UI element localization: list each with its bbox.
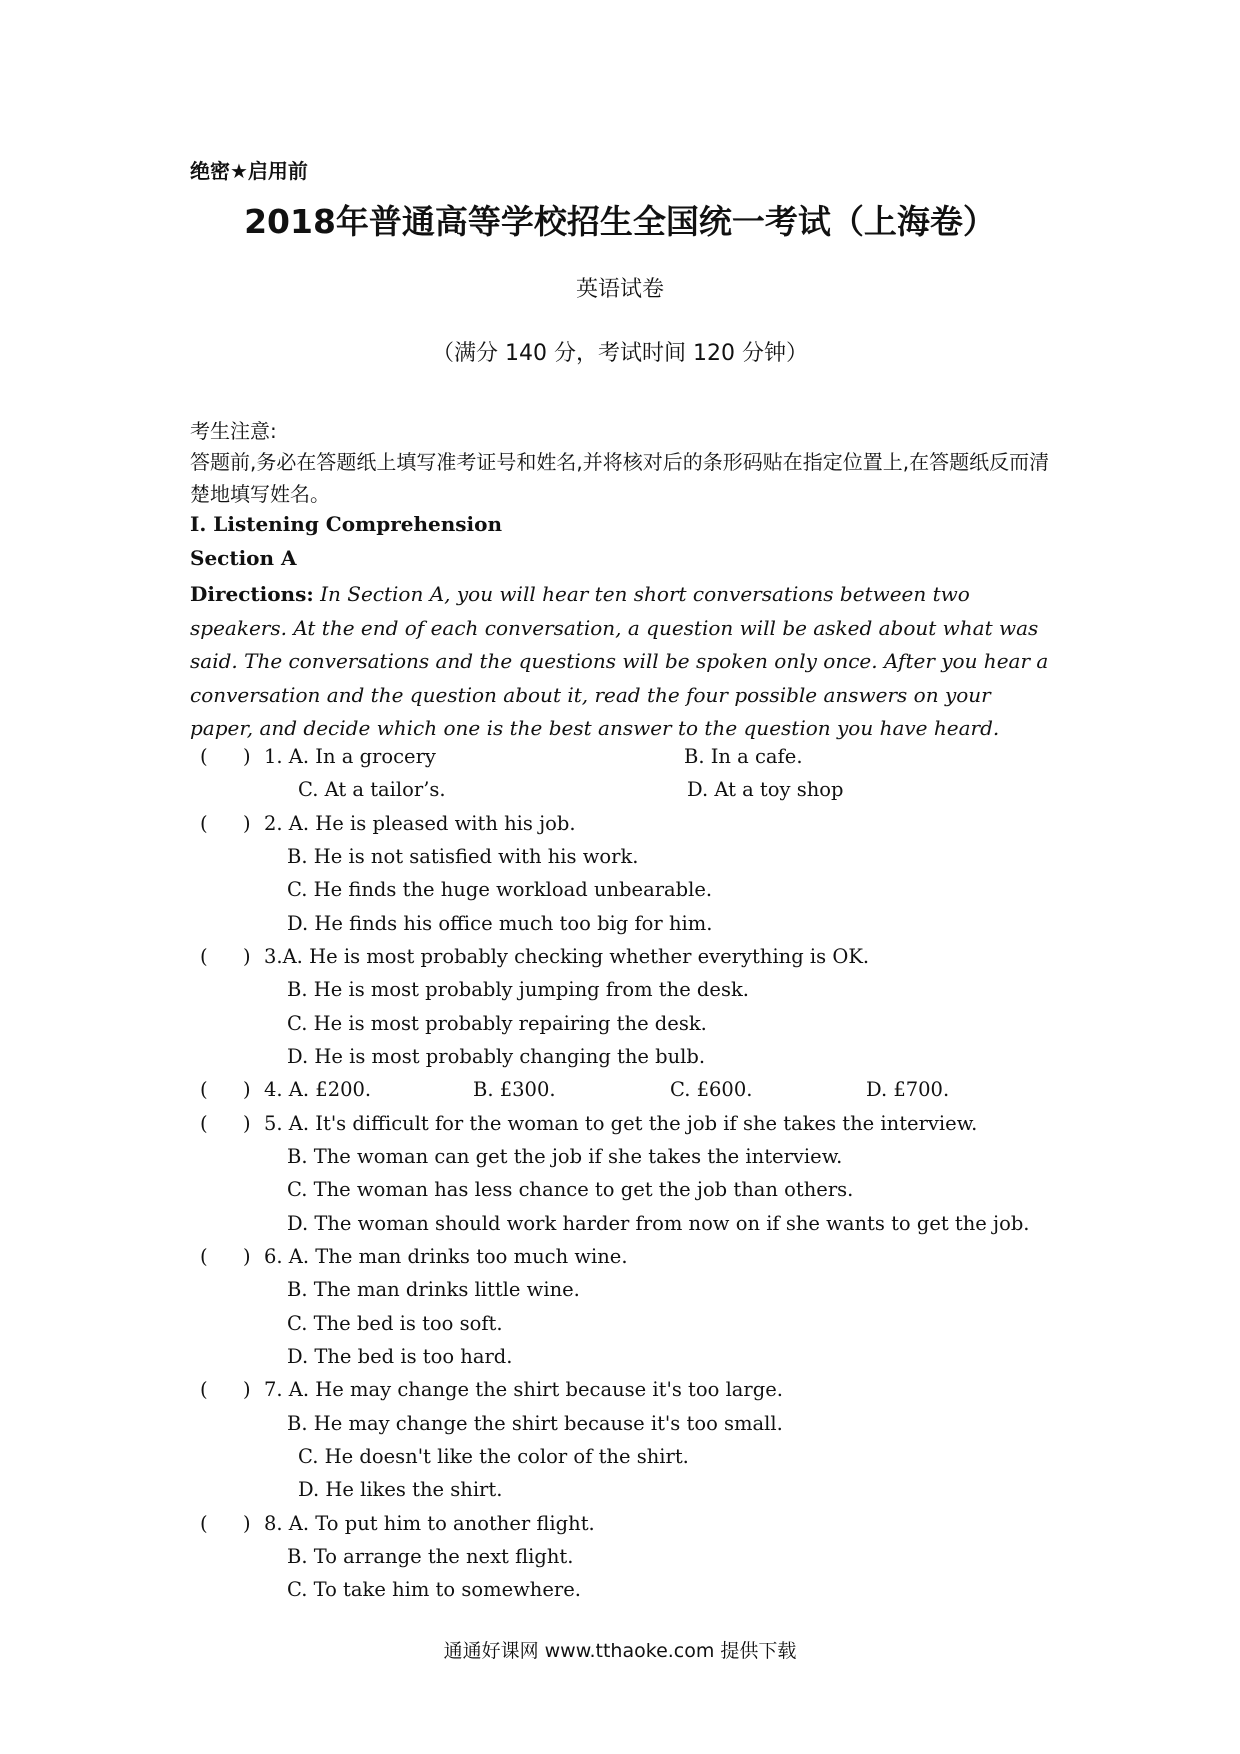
paper-subtitle: 英语试卷 [575,277,664,302]
option-d: D. The bed is too hard. [287,1345,513,1368]
answer-paren-close: ) [243,1078,251,1101]
option-b: B. The man drinks little wine. [287,1278,580,1301]
notice-label: 考生注意: [190,419,277,443]
answer-paren-close: ) [243,1245,251,1268]
option-a: 8. A. To put him to another flight. [264,1512,595,1535]
option-a: 2. A. He is pleased with his job. [264,812,576,835]
answer-paren-open[interactable]: ( [200,1512,208,1535]
option-b: B. He is most probably jumping from the desk. [287,978,749,1001]
answer-paren-close: ) [243,812,251,835]
answer-paren-close: ) [243,945,251,968]
footer-source: 通通好课网 www.tthaoke.com 提供下载 [443,1640,797,1662]
answer-paren-close: ) [243,1112,251,1135]
option-b: B. £300. [473,1078,556,1101]
option-a: 3.A. He is most probably checking whether everything is OK. [264,945,870,968]
option-a: 7. A. He may change the shirt because it's too large. [264,1378,783,1401]
answer-paren-open[interactable]: ( [200,1245,208,1268]
option-d: D. £700. [866,1078,950,1101]
exam-title: 2018年普通高等学校招生全国统一考试（上海卷） [244,202,996,241]
score-time-note: （满分 140 分，考试时间 120 分钟） [432,341,808,366]
option-a: 4. A. £200. [264,1078,372,1101]
confidential-mark: 绝密★启用前 [190,159,308,183]
option-c: C. He doesn't like the color of the shirt. [298,1445,689,1468]
option-c: C. He finds the huge workload unbearable. [287,878,713,901]
option-c: C. At a tailor’s. [298,778,446,801]
option-a: 6. A. The man drinks too much wine. [264,1245,628,1268]
directions-label: Directions: [190,582,314,606]
option-d: D. At a toy shop [687,778,844,801]
answer-paren-open[interactable]: ( [200,945,208,968]
answer-paren-open[interactable]: ( [200,812,208,835]
option-c: C. He is most probably repairing the desk. [287,1012,707,1035]
option-b: B. In a cafe. [684,745,803,768]
notice-text: 答题前,务必在答题纸上填写准考证号和姓名,并将核对后的条形码贴在指定位置上,在答题纸反而清楚地填写姓名。 [190,450,1050,506]
answer-paren-open[interactable]: ( [200,1112,208,1135]
answer-paren-close: ) [243,1512,251,1535]
answer-paren-close: ) [243,745,251,768]
option-d: D. The woman should work harder from now on if she wants to get the job. [287,1212,1030,1235]
answer-paren-close: ) [243,1378,251,1401]
option-b: B. The woman can get the job if she takes the interview. [287,1145,843,1168]
part-heading: I. Listening Comprehension [190,512,503,536]
section-heading: Section A [190,546,297,570]
option-a: 1. A. In a grocery [264,745,436,768]
option-d: D. He likes the shirt. [298,1478,503,1501]
directions [190,578,1052,746]
option-b: B. He is not satisfied with his work. [287,845,639,868]
option-d: D. He is most probably changing the bulb. [287,1045,706,1068]
directions-text: In Section A, you will hear ten short conversations between two speakers. At the end of each conversation, a question will be asked about what was said. The conversations and the questions will be spoken only once. After you hear a conversation and the question about it, read the four possible answers on your paper, and decide which one is the best answer to the question you have heard. [190,582,1049,740]
option-c: C. The woman has less chance to get the job than others. [287,1178,854,1201]
answer-paren-open[interactable]: ( [200,1078,208,1101]
option-a: 5. A. It's difficult for the woman to get the job if she takes the interview. [264,1112,978,1135]
answer-paren-open[interactable]: ( [200,745,208,768]
option-c: C. To take him to somewhere. [287,1578,581,1601]
option-c: C. The bed is too soft. [287,1312,503,1335]
option-b: B. To arrange the next flight. [287,1545,574,1568]
option-d: D. He finds his office much too big for him. [287,912,713,935]
answer-paren-open[interactable]: ( [200,1378,208,1401]
option-b: B. He may change the shirt because it's too small. [287,1412,783,1435]
option-c: C. £600. [670,1078,753,1101]
